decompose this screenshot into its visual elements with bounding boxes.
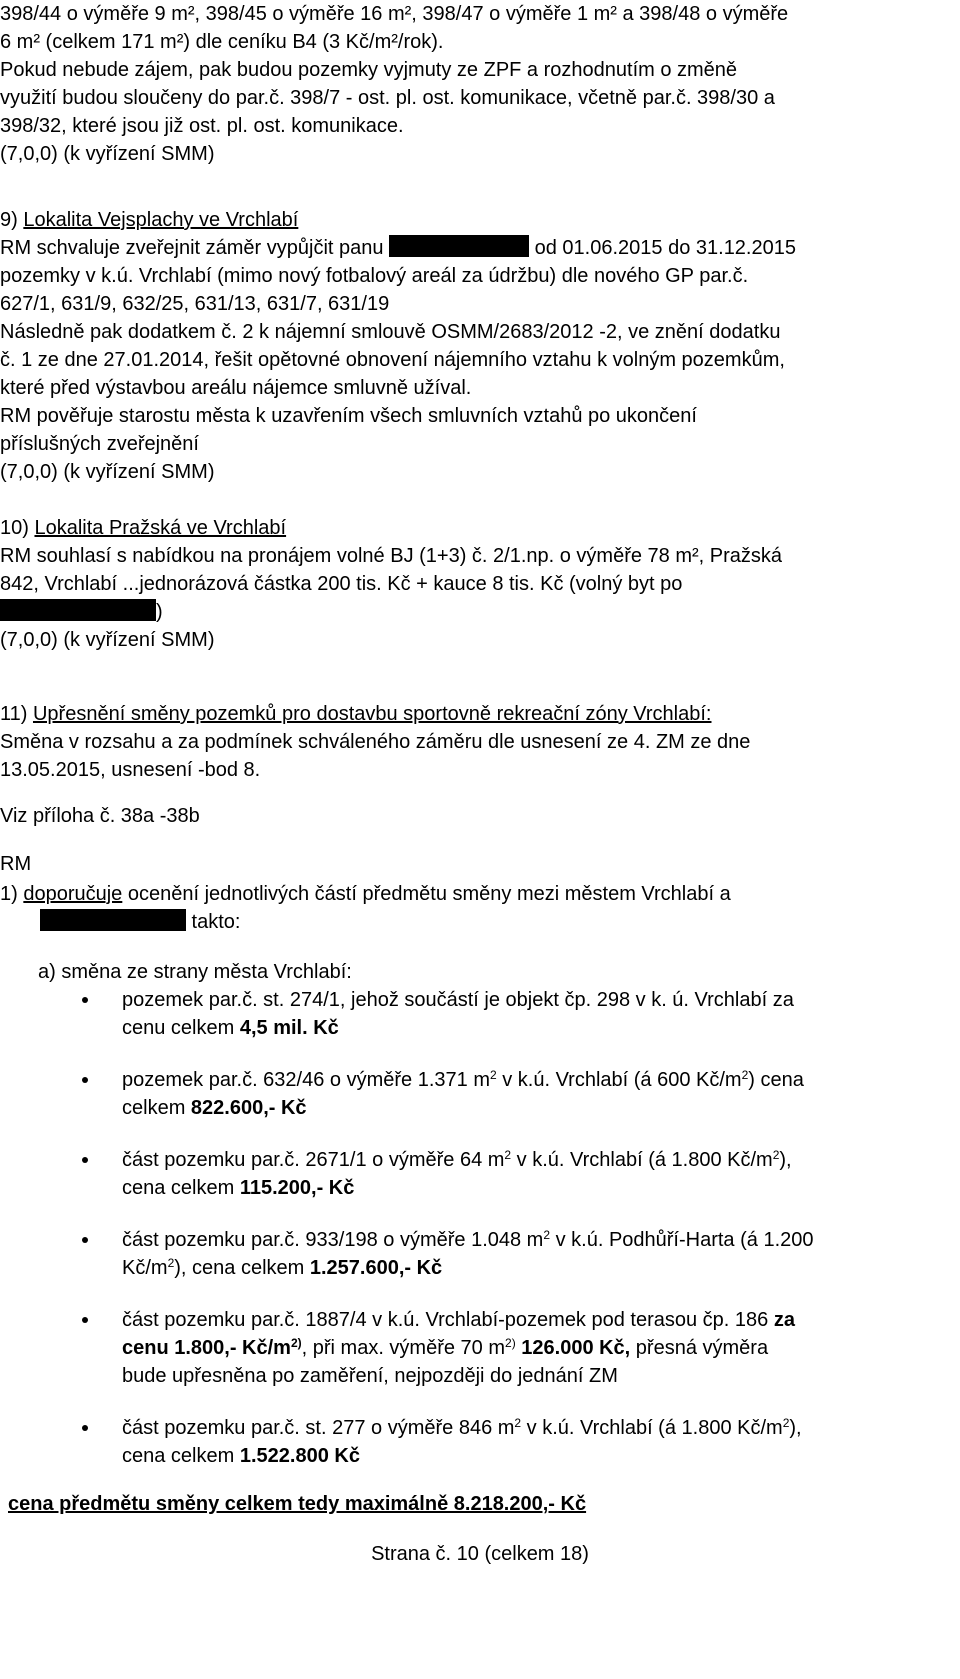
section-11-heading [0, 700, 955, 728]
bullet-2-price: 822.600,- Kč [190, 1097, 307, 1119]
section-10-line-3 [0, 598, 955, 626]
section-10 [0, 514, 955, 654]
bullet-3-label: cena celkem [122, 1177, 240, 1199]
section-9-line-2: pozemky v k.ú. Vrchlabí (mimo nový fotbalový areál za údržbu) dle nového GP par.č. [0, 265, 749, 287]
bullet-dot [82, 1425, 88, 1431]
bullet-1-price: 4,5 mil. Kč [239, 1017, 339, 1039]
section-11 [0, 700, 955, 784]
section-10-heading [0, 514, 955, 542]
bullet-4-text-b: v k.ú. Podhůří-Harta (á 1.200 [550, 1229, 814, 1251]
bullet-5-line-3: bude upřesněna po zaměření, nejpozději do jednání ZM [122, 1365, 618, 1387]
section-11-title: Upřesnění směny pozemků pro dostavbu sportovně rekreační zóny Vrchlabí: [32, 703, 712, 725]
redacted-name [40, 909, 186, 931]
bullet-6-label: cena celkem [122, 1445, 240, 1467]
bullet-dot [82, 1077, 88, 1083]
bullet-6-line-1 [122, 1414, 955, 1442]
redacted-name [389, 235, 529, 257]
bullet-5-text-b: za [773, 1309, 795, 1331]
attachment-reference: Viz příloha č. 38a -38b [0, 805, 200, 827]
bullet-2-text-c: ) cena [748, 1069, 804, 1091]
rm-label: RM [0, 853, 32, 875]
section-9-line-4: Následně pak dodatkem č. 2 k nájemní smlouvě OSMM/2683/2012 -2, ve znění dodatku [0, 321, 781, 343]
redacted-name [0, 599, 156, 621]
bullet-6-text-b: v k.ú. Vrchlabí (á 1.800 Kč/m [521, 1417, 783, 1439]
section-9-title: Lokalita Vejsplachy ve Vrchlabí [23, 209, 299, 231]
total-price: cena předmětu směny celkem tedy maximálně 8.218.200,- Kč [8, 1493, 587, 1515]
section-11-line-2: 13.05.2015, usnesení -bod 8. [0, 759, 261, 781]
bullet-5-unit-price: cenu 1.800,- Kč/m [122, 1337, 291, 1359]
section-9-line-5: č. 1 ze dne 27.01.2014, řešit opětovné obnovení nájemního vztahu k volným pozemkům, [0, 349, 785, 371]
intro-line-5: 398/32, které jsou již ost. pl. ost. komunikace. [0, 115, 404, 137]
page-footer: Strana č. 10 (celkem 18) [371, 1543, 589, 1565]
bullet-3-text-a: část pozemku par.č. 2671/1 o výměře 64 m [122, 1149, 505, 1171]
section-9 [0, 206, 955, 486]
bullet-3-text-c: ), [779, 1149, 792, 1171]
section-9-line-1-b: od 01.06.2015 do 31.12.2015 [534, 237, 796, 259]
intro-line-1: 398/44 o výměře 9 m², 398/45 o výměře 16 m², 398/47 o výměře 1 m² a 398/48 o výměře [0, 3, 789, 25]
bullet-2-line-2 [122, 1094, 955, 1122]
bullet-5-text-d: přesná výměra [630, 1337, 769, 1359]
section-10-number: 10) [0, 517, 35, 539]
superscript: 2 [741, 1068, 749, 1082]
bullet-4-text-c: Kč/m [122, 1257, 168, 1279]
bullet-2-text-b: v k.ú. Vrchlabí (á 600 Kč/m [496, 1069, 742, 1091]
section-9-number: 9) [0, 209, 24, 231]
section-10-line-1: RM souhlasí s nabídkou na pronájem volné BJ (1+3) č. 2/1.np. o výměře 78 m², Pražská [0, 545, 783, 567]
bullet-5-line-1 [122, 1306, 955, 1334]
point-1-number: 1) [0, 883, 24, 905]
bullet-item-4 [122, 1226, 955, 1282]
superscript: 2 [514, 1416, 522, 1430]
point-1-line-2 [0, 908, 955, 936]
superscript: 2 [167, 1256, 175, 1270]
bullet-1-text: cenu celkem [122, 1017, 240, 1039]
bullet-item-1 [122, 986, 955, 1042]
bullet-6-text-a: část pozemku par.č. st. 277 o výměře 846 m [122, 1417, 515, 1439]
point-1-line-1 [0, 880, 955, 908]
bullet-dot [82, 997, 88, 1003]
intro-line-3: Pokud nebude zájem, pak budou pozemky vyjmuty ze ZPF a rozhodnutím o změně [0, 59, 738, 81]
point-1-verb: doporučuje [23, 883, 123, 905]
intro-line-2: 6 m² (celkem 171 m²) dle ceníku B4 (3 Kč/m²/rok). [0, 31, 444, 53]
bullet-item-2 [122, 1066, 955, 1122]
section-11-number: 11) [0, 703, 33, 725]
section-9-vote: (7,0,0) (k vyřízení SMM) [0, 461, 215, 483]
section-9-line-7: RM pověřuje starostu města k uzavřením všech smluvních vztahů po ukončení [0, 405, 697, 427]
bullet-5-price: 126.000 Kč, [521, 1337, 631, 1359]
bullet-3-price: 115.200,- Kč [239, 1177, 355, 1199]
bullet-dot [82, 1317, 88, 1323]
intro-paragraph [0, 0, 955, 168]
intro-line-4: využití budou sloučeny do par.č. 398/7 - ost. pl. ost. komunikace, včetně par.č. 398/30 a [0, 87, 775, 109]
bullet-1-line-1: pozemek par.č. st. 274/1, jehož součástí je objekt čp. 298 v k. ú. Vrchlabí za [122, 989, 794, 1011]
bullet-5-text-c: , při max. výměře 70 m [301, 1337, 506, 1359]
superscript: 2 [772, 1148, 780, 1162]
section-9-line-3: 627/1, 631/9, 632/25, 631/13, 631/7, 631/19 [0, 293, 390, 315]
intro-vote: (7,0,0) (k vyřízení SMM) [0, 143, 215, 165]
section-10-line-2: 842, Vrchlabí ...jednorázová částka 200 tis. Kč + kauce 8 tis. Kč (volný byt po [0, 573, 683, 595]
bullet-4-price: 1.257.600,- Kč [309, 1257, 443, 1279]
superscript: 2) [290, 1336, 302, 1350]
superscript: 2 [504, 1148, 512, 1162]
bullet-3-text-b: v k.ú. Vrchlabí (á 1.800 Kč/m [511, 1149, 773, 1171]
bullet-5-line-2 [122, 1334, 955, 1362]
bullet-6-text-c: ), [789, 1417, 802, 1439]
bullet-5-text-a: část pozemku par.č. 1887/4 v k.ú. Vrchlabí-pozemek pod terasou čp. 186 [122, 1309, 774, 1331]
bullet-dot [82, 1237, 88, 1243]
point-1-text: ocenění jednotlivých částí předmětu směny mezi městem Vrchlabí a [122, 883, 731, 905]
point-1 [0, 880, 955, 936]
bullet-4-line-2 [122, 1254, 955, 1282]
bullet-4-text-a: část pozemku par.č. 933/198 o výměře 1.048 m [122, 1229, 544, 1251]
bullet-6-price: 1.522.800 Kč [239, 1445, 360, 1467]
bullet-item-3 [122, 1146, 955, 1202]
bullet-dot [82, 1157, 88, 1163]
bullet-1-line-2 [122, 1014, 955, 1042]
section-9-line-8: příslušných zveřejnění [0, 433, 199, 455]
section-9-line-1-a: RM schvaluje zveřejnit záměr vypůjčit panu [0, 237, 384, 259]
section-10-line-3-text: ) [156, 601, 163, 623]
bullet-2-label: celkem [122, 1097, 191, 1119]
superscript: 2 [489, 1068, 497, 1082]
section-10-title: Lokalita Pražská ve Vrchlabí [34, 517, 287, 539]
bullet-item-5 [122, 1306, 955, 1390]
section-9-line-6: které před výstavbou areálu nájemce smluvně užíval. [0, 377, 472, 399]
bullet-3-line-2 [122, 1174, 955, 1202]
section-9-heading [0, 206, 955, 234]
superscript: 2 [782, 1416, 790, 1430]
section-11-line-1: Směna v rozsahu a za podmínek schváleného záměru dle usnesení ze 4. ZM ze dne [0, 731, 751, 753]
section-9-line-1 [0, 234, 955, 262]
bullet-6-line-2 [122, 1442, 955, 1470]
bullet-2-text-a: pozemek par.č. 632/46 o výměře 1.371 m [122, 1069, 490, 1091]
sub-point-a: a) směna ze strany města Vrchlabí: [38, 961, 352, 983]
superscript: 2 [543, 1228, 551, 1242]
bullet-4-label: ), cena celkem [174, 1257, 310, 1279]
bullet-3-line-1 [122, 1146, 955, 1174]
bullet-2-line-1 [122, 1066, 955, 1094]
superscript: 2) [505, 1336, 516, 1350]
point-1-text-end: takto: [186, 911, 241, 933]
bullet-4-line-1 [122, 1226, 955, 1254]
section-10-vote: (7,0,0) (k vyřízení SMM) [0, 629, 215, 651]
bullet-item-6 [122, 1414, 955, 1470]
